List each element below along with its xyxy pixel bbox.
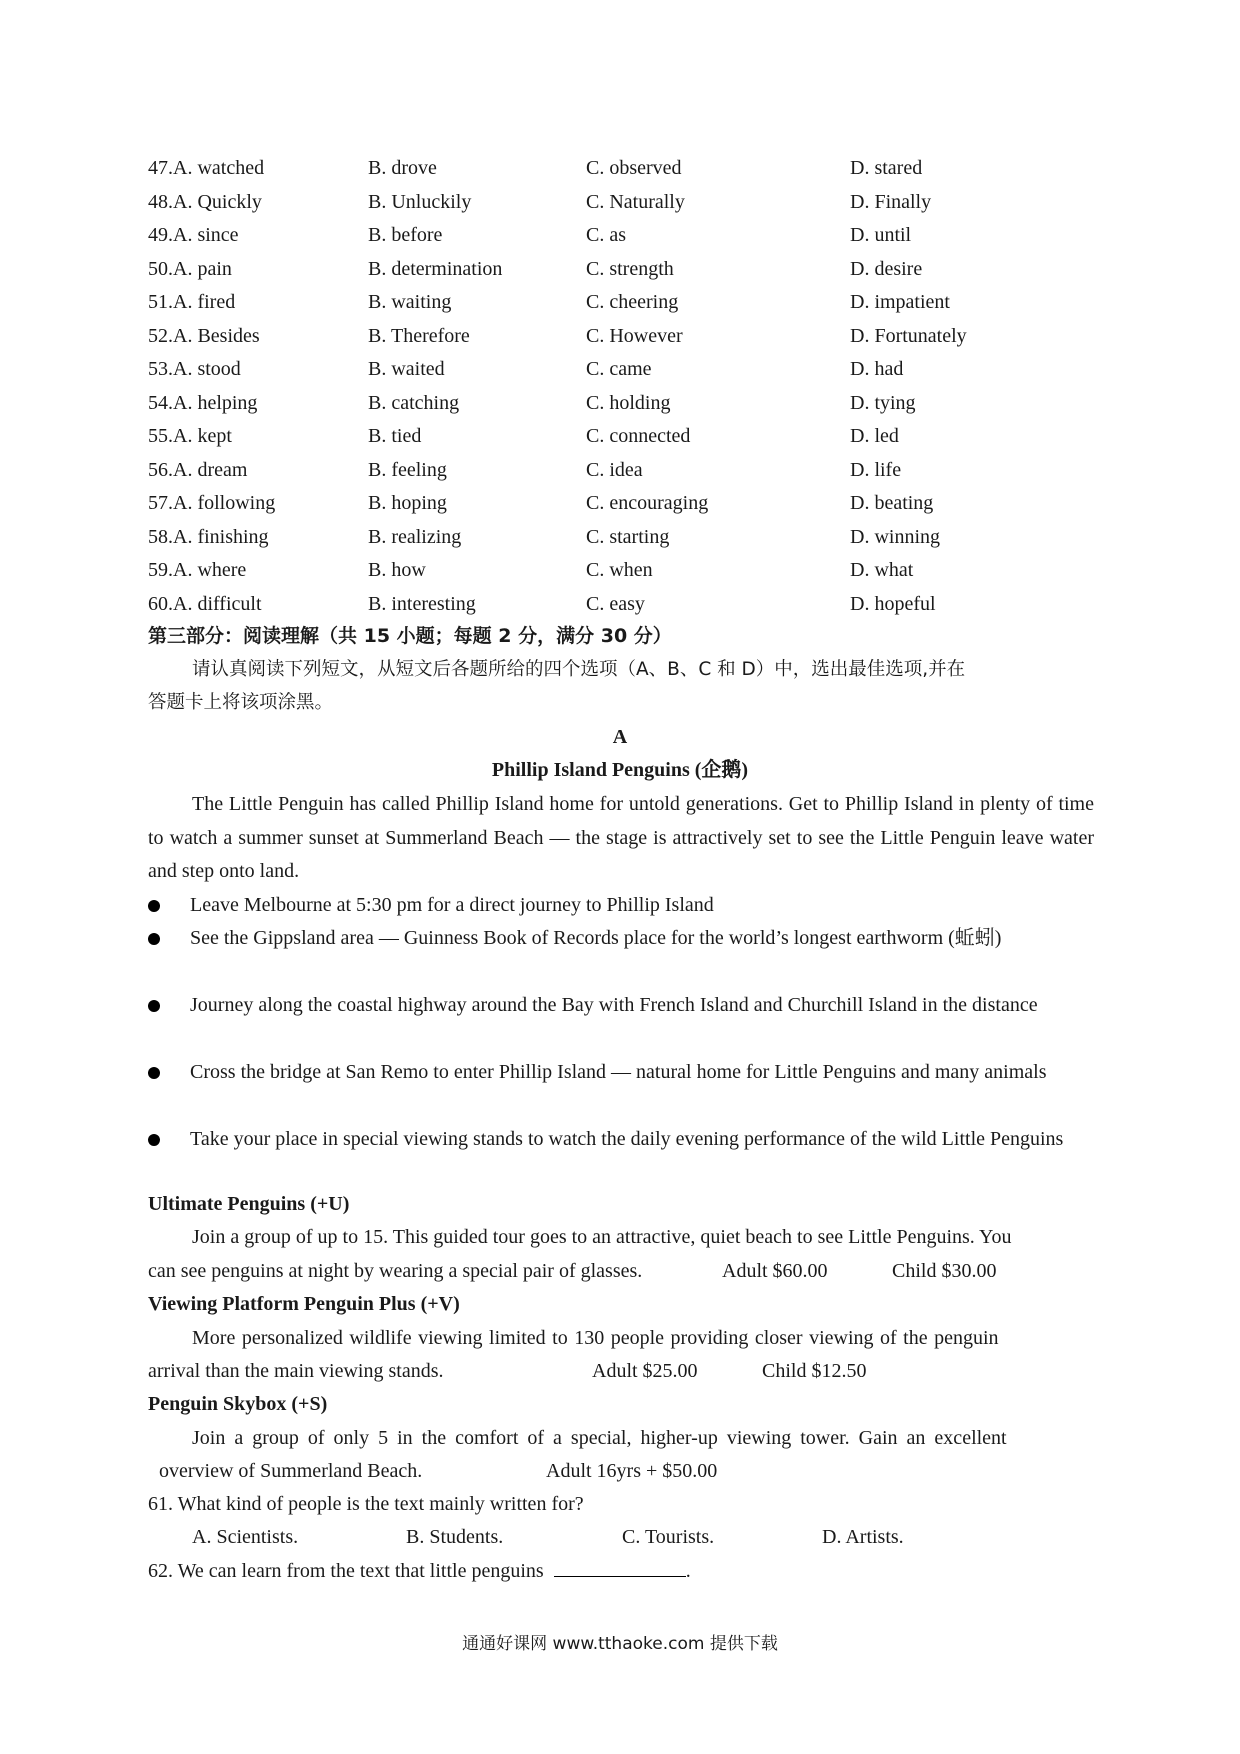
option-a: 48.A. Quickly: [148, 190, 262, 213]
bullet-icon: [148, 1067, 160, 1079]
option-d: D. life: [850, 458, 902, 481]
option-c: C. However: [586, 324, 683, 347]
option-b: B. interesting: [368, 592, 476, 615]
option-d: D. led: [850, 425, 899, 447]
itinerary-item: [190, 1056, 1094, 1090]
option-b: B. waiting: [368, 291, 452, 313]
option-b: B. catching: [368, 391, 460, 414]
option-a: 51.A. fired: [148, 291, 236, 313]
itinerary-item: [190, 989, 1094, 1023]
tour-description: Join a group of only 5 in the comfort of a special, higher-up viewing tower. Gain an excellent: [192, 1427, 1007, 1449]
option-a: 49.A. since: [148, 224, 239, 246]
passage-intro: The Little Penguin has called Phillip Island home for untold generations. Get to Phillip Island in plenty of time to watch a summer sunset at Summerland Beach — the stage is attractively set to see the Little Penguin leave water and step onto land.: [148, 793, 1094, 882]
question-62-end: .: [685, 1560, 691, 1582]
question-61-option-b: B. Students.: [406, 1526, 504, 1548]
tour-description-continued: overview of Summerland Beach.: [159, 1460, 423, 1482]
tour-name: Penguin Skybox (+S): [148, 1393, 328, 1415]
option-b: B. realizing: [368, 525, 462, 548]
itinerary-item: [190, 922, 1094, 956]
question-61-option-a: A. Scientists.: [192, 1526, 299, 1548]
option-c: C. when: [586, 559, 653, 581]
itinerary-text: Cross the bridge at San Remo to enter Phillip Island — natural home for Little Penguins and many animals: [190, 1061, 1047, 1083]
option-d: D. desire: [850, 257, 923, 280]
question-61: 61. What kind of people is the text mainly written for?: [148, 1493, 584, 1515]
option-a: 57.A. following: [148, 492, 276, 514]
option-d: D. Finally: [850, 190, 932, 213]
option-b: B. Therefore: [368, 324, 470, 347]
bullet-icon: [148, 900, 160, 912]
adult-price: Adult $60.00: [722, 1260, 828, 1282]
option-b: B. feeling: [368, 458, 447, 481]
tour-description: Join a group of up to 15. This guided tour goes to an attractive, quiet beach to see Little Penguins. You: [192, 1226, 1012, 1248]
child-price: Child $30.00: [892, 1260, 997, 1282]
option-a: 60.A. difficult: [148, 592, 262, 615]
option-b: B. determination: [368, 257, 503, 280]
question-62: [148, 1556, 691, 1586]
question-61-option-c: C. Tourists.: [622, 1526, 715, 1548]
option-d: D. hopeful: [850, 592, 936, 615]
option-d: D. winning: [850, 525, 940, 548]
tour-description-continued: arrival than the main viewing stands.: [148, 1360, 444, 1382]
option-a: 50.A. pain: [148, 257, 232, 280]
option-d: D. stared: [850, 157, 923, 179]
adult-price: Adult 16yrs + $50.00: [546, 1460, 718, 1482]
passage-label: A: [612, 726, 628, 748]
question-61-option-d: D. Artists.: [822, 1526, 904, 1548]
option-c: C. connected: [586, 425, 691, 447]
option-c: C. came: [586, 358, 652, 380]
answer-blank: [554, 1556, 686, 1577]
option-c: C. encouraging: [586, 492, 709, 514]
option-d: D. Fortunately: [850, 324, 967, 347]
itinerary-item: [190, 889, 1094, 923]
bullet-icon: [148, 1134, 160, 1146]
bullet-icon: [148, 933, 160, 945]
option-d: D. impatient: [850, 291, 950, 313]
tour-description-continued: can see penguins at night by wearing a special pair of glasses.: [148, 1260, 643, 1282]
page-footer: 通通好课网 www.tthaoke.com 提供下载: [462, 1634, 778, 1654]
adult-price: Adult $25.00: [592, 1360, 698, 1382]
itinerary-text: Journey along the coastal highway around the Bay with French Island and Churchill Island in the distance: [190, 994, 1038, 1016]
option-c: C. holding: [586, 391, 671, 414]
passage-title: Phillip Island Penguins (企鹅): [491, 759, 749, 781]
tour-name: Viewing Platform Penguin Plus (+V): [148, 1293, 460, 1315]
option-a: 52.A. Besides: [148, 324, 260, 347]
option-c: C. idea: [586, 458, 643, 481]
itinerary-text: Take your place in special viewing stands to watch the daily evening performance of the wild Little Penguins: [190, 1128, 1064, 1150]
option-b: B. hoping: [368, 492, 447, 514]
option-c: C. observed: [586, 157, 682, 179]
option-c: C. cheering: [586, 291, 679, 313]
option-c: C. easy: [586, 592, 645, 615]
option-d: D. tying: [850, 391, 916, 414]
child-price: Child $12.50: [762, 1360, 867, 1382]
option-b: B. how: [368, 559, 426, 581]
option-a: 56.A. dream: [148, 458, 248, 481]
option-a: 58.A. finishing: [148, 525, 269, 548]
option-a: 53.A. stood: [148, 358, 241, 380]
tour-name: Ultimate Penguins (+U): [148, 1193, 350, 1215]
section-instruction: 请认真阅读下列短文，从短文后各题所给的四个选项（A、B、C 和 D）中，选出最佳选项,并在: [192, 659, 966, 680]
option-b: B. Unluckily: [368, 190, 472, 213]
option-c: C. starting: [586, 525, 670, 548]
option-c: C. as: [586, 224, 626, 246]
option-c: C. strength: [586, 257, 674, 280]
section-heading: 第三部分：阅读理解（共 15 小题；每题 2 分，满分 30 分）: [148, 625, 672, 647]
tour-description: More personalized wildlife viewing limited to 130 people providing closer viewing of the penguin: [192, 1327, 999, 1349]
option-a: 47.A. watched: [148, 157, 265, 179]
itinerary-text: See the Gippsland area — Guinness Book of Records place for the world’s longest earthworm (蚯蚓): [190, 927, 1002, 949]
itinerary-text: Leave Melbourne at 5:30 pm for a direct journey to Phillip Island: [190, 894, 714, 916]
option-c: C. Naturally: [586, 190, 685, 213]
option-b: B. before: [368, 224, 443, 246]
itinerary-item: [190, 1123, 1094, 1157]
option-b: B. waited: [368, 358, 445, 380]
option-d: D. what: [850, 559, 914, 581]
question-62-stem: 62. We can learn from the text that little penguins: [148, 1560, 544, 1582]
option-d: D. until: [850, 224, 912, 246]
option-a: 54.A. helping: [148, 391, 258, 414]
option-b: B. tied: [368, 425, 422, 447]
option-a: 59.A. where: [148, 559, 247, 581]
section-instruction-continued: 答题卡上将该项涂黑。: [148, 692, 334, 713]
option-d: D. beating: [850, 492, 934, 514]
bullet-icon: [148, 1000, 160, 1012]
option-b: B. drove: [368, 157, 437, 179]
option-d: D. had: [850, 358, 904, 380]
option-a: 55.A. kept: [148, 425, 232, 447]
